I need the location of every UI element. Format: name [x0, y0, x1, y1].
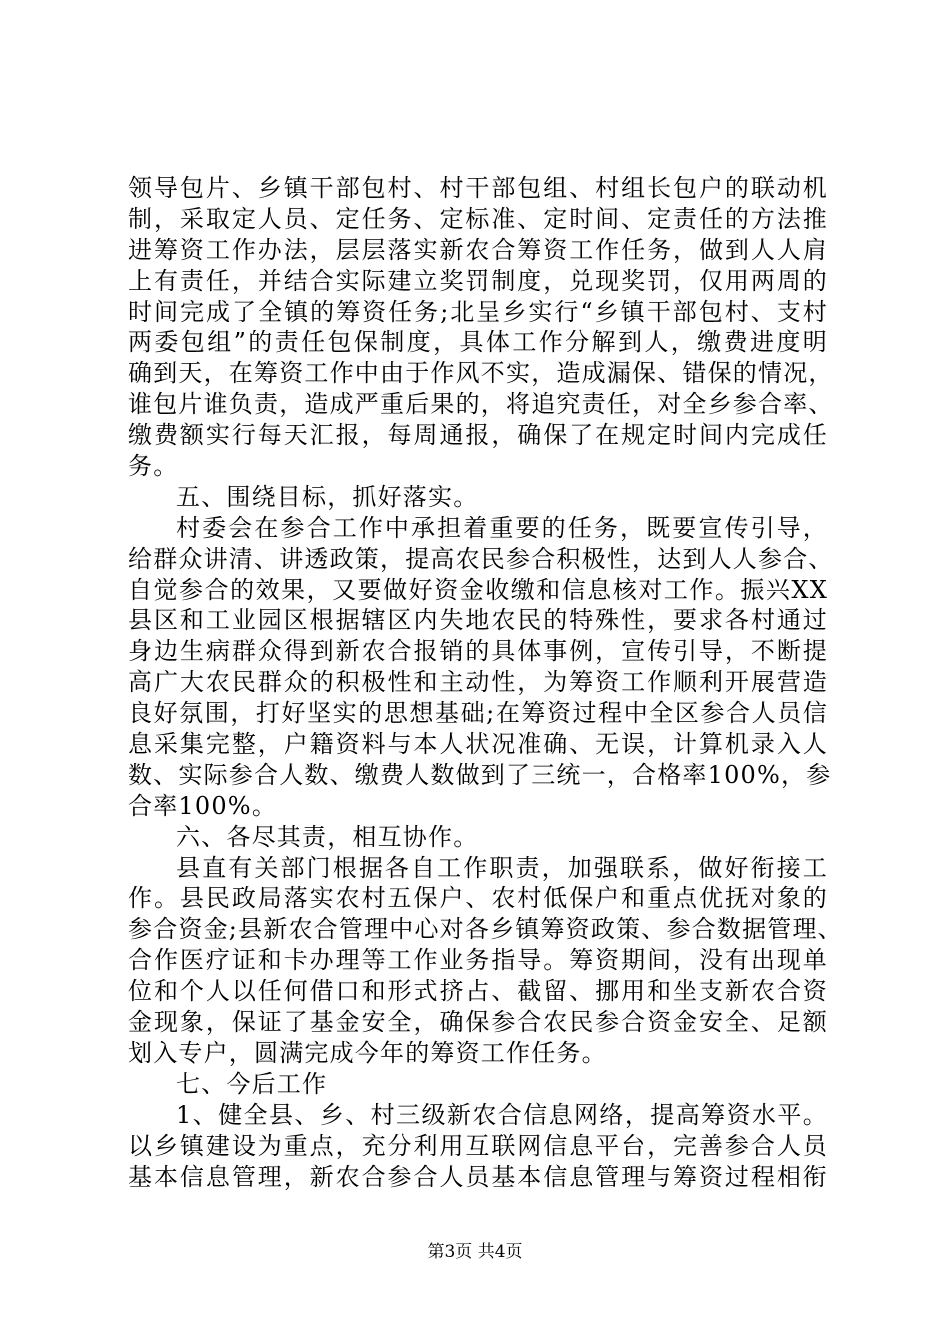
text-line: 自觉参合的效果，又要做好资金收缴和信息核对工作。振兴XX — [128, 575, 828, 604]
text-line: 良好氛围，打好坚实的思想基础;在筹资过程中全区参合人员信 — [128, 699, 828, 728]
text-line: 数、实际参合人数、缴费人数做到了三统一，合格率100%，参 — [128, 760, 832, 789]
text-line: 上有责任，并结合实际建立奖罚制度，兑现奖罚，仅用两周的 — [128, 266, 828, 295]
text-line: 合率100%。 — [128, 791, 278, 820]
text-line: 1、健全县、乡、村三级新农合信息网络，提高筹资水平。 — [176, 1100, 828, 1129]
section-heading: 五、围绕目标，抓好落实。 — [176, 482, 479, 511]
text-line: 务。 — [128, 452, 179, 481]
section-heading: 七、今后工作 — [176, 1069, 328, 1098]
page-footer: 第3页 共4页 — [427, 1242, 523, 1262]
text-line: 制，采取定人员、定任务、定标准、定时间、定责任的方法推 — [128, 204, 828, 233]
text-line: 作。县民政局落实农村五保户、农村低保户和重点优抚对象的 — [128, 884, 828, 913]
text-line: 以乡镇建设为重点，充分利用互联网信息平台，完善参合人员 — [128, 1131, 828, 1160]
text-line: 时间完成了全镇的筹资任务;北呈乡实行“乡镇干部包村、支村 — [128, 297, 828, 326]
text-line: 合作医疗证和卡办理等工作业务指导。筹资期间，没有出现单 — [128, 946, 828, 975]
text-line: 县直有关部门根据各自工作职责，加强联系，做好衔接工 — [176, 853, 828, 882]
section-heading: 六、各尽其责，相互协作。 — [176, 822, 479, 851]
body-text — [128, 173, 843, 1192]
text-line: 息采集完整，户籍资料与本人状况准确、无误，计算机录入人 — [128, 730, 828, 759]
text-line: 村委会在参合工作中承担着重要的任务，既要宣传引导， — [176, 513, 828, 542]
text-line: 进筹资工作办法，层层落实新农合筹资工作任务，做到人人肩 — [128, 235, 828, 264]
text-line: 确到天，在筹资工作中由于作风不实，造成漏保、错保的情况， — [128, 359, 834, 388]
text-line: 参合资金;县新农合管理中心对各乡镇筹资政策、参合数据管理、 — [128, 915, 843, 944]
text-line: 划入专户，圆满完成今年的筹资工作任务。 — [128, 1038, 607, 1067]
text-line: 身边生病群众得到新农合报销的具体事例，宣传引导，不断提 — [128, 637, 828, 666]
text-line: 谁包片谁负责，造成严重后果的，将追究责任，对全乡参合率、 — [128, 390, 834, 419]
text-line: 缴费额实行每天汇报，每周通报，确保了在规定时间内完成任 — [128, 421, 828, 450]
text-line: 金现象，保证了基金安全，确保参合农民参合资金安全、足额 — [128, 1008, 828, 1037]
text-line: 县区和工业园区根据辖区内失地农民的特殊性，要求各村通过 — [128, 606, 828, 635]
text-line: 基本信息管理，新农合参合人员基本信息管理与筹资过程相衔 — [128, 1162, 828, 1191]
text-line: 两委包组”的责任包保制度，具体工作分解到人，缴费进度明 — [128, 328, 828, 357]
text-line: 位和个人以任何借口和形式挤占、截留、挪用和坐支新农合资 — [128, 977, 828, 1006]
text-line: 领导包片、乡镇干部包村、村干部包组、村组长包户的联动机 — [128, 174, 828, 202]
text-line: 高广大农民群众的积极性和主动性，为筹资工作顺利开展营造 — [128, 668, 828, 697]
text-line: 给群众讲清、讲透政策，提高农民参合积极性，达到人人参合、 — [128, 544, 834, 573]
